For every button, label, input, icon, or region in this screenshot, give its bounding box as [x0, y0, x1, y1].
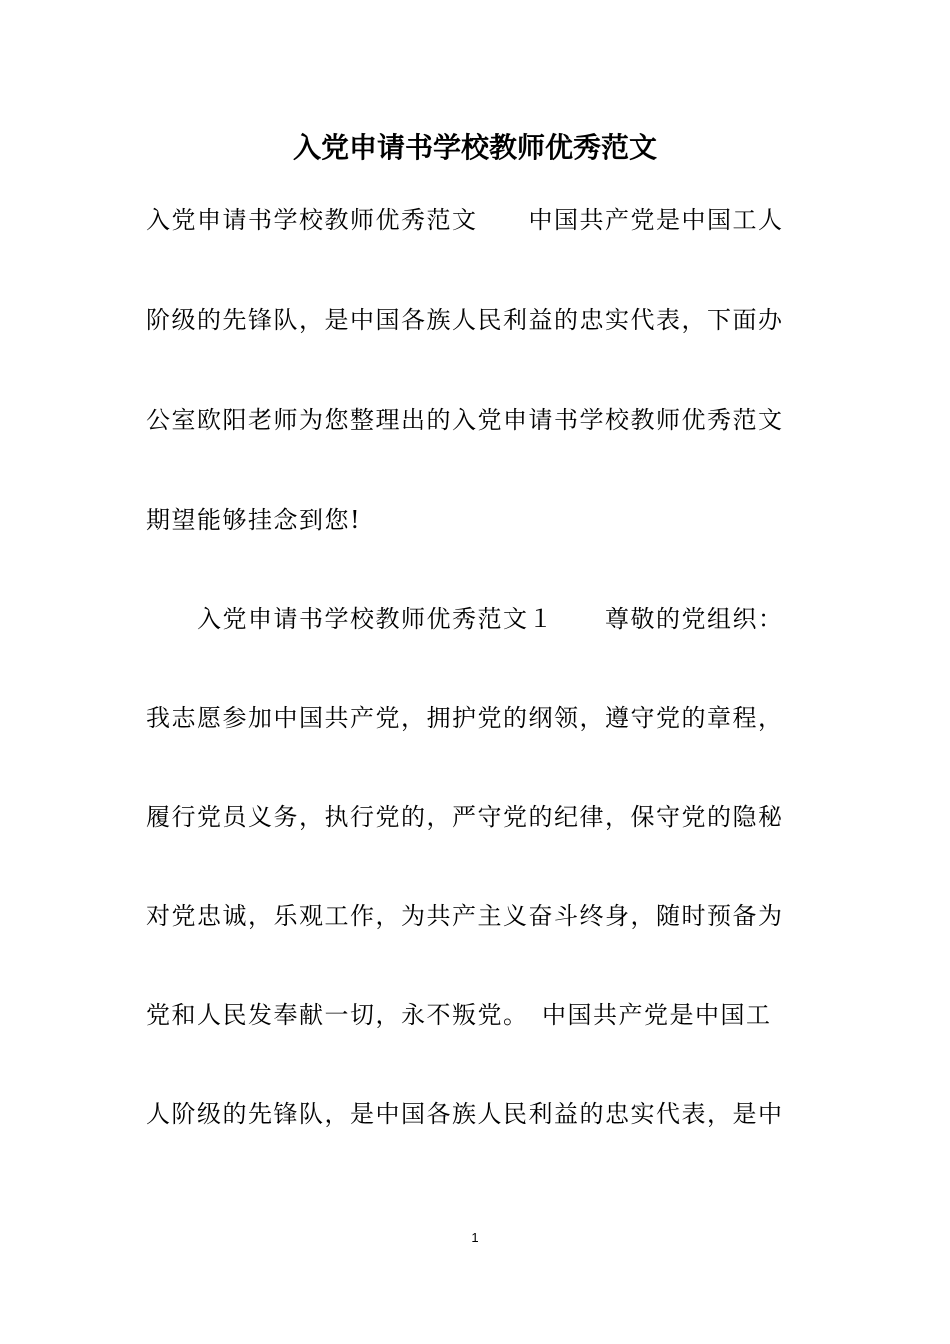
body-line: 入党申请书学校教师优秀范文 中国共产党是中国工人: [146, 206, 784, 234]
body-line: 公室欧阳老师为您整理出的入党申请书学校教师优秀范文: [146, 406, 784, 434]
body-line: 履行党员义务，执行党的，严守党的纪律，保守党的隐秘: [146, 803, 784, 831]
document-title: 入党申请书学校教师优秀范文: [292, 131, 657, 164]
page-number: 1: [471, 1230, 479, 1245]
body-line: 阶级的先锋队，是中国各族人民利益的忠实代表，下面办: [146, 306, 784, 334]
body-line: 期望能够挂念到您!: [146, 506, 362, 534]
body-line: 入党申请书学校教师优秀范文１ 尊敬的党组织：: [146, 605, 784, 633]
body-line: 党和人民发奉献一切，永不叛党。 中国共产党是中国工: [146, 1001, 772, 1029]
body-line: 人阶级的先锋队，是中国各族人民利益的忠实代表，是中: [146, 1100, 784, 1128]
body-line: 我志愿参加中国共产党，拥护党的纲领，遵守党的章程，: [146, 704, 784, 732]
body-line: 对党忠诚，乐观工作，为共产主义奋斗终身，随时预备为: [146, 902, 784, 930]
